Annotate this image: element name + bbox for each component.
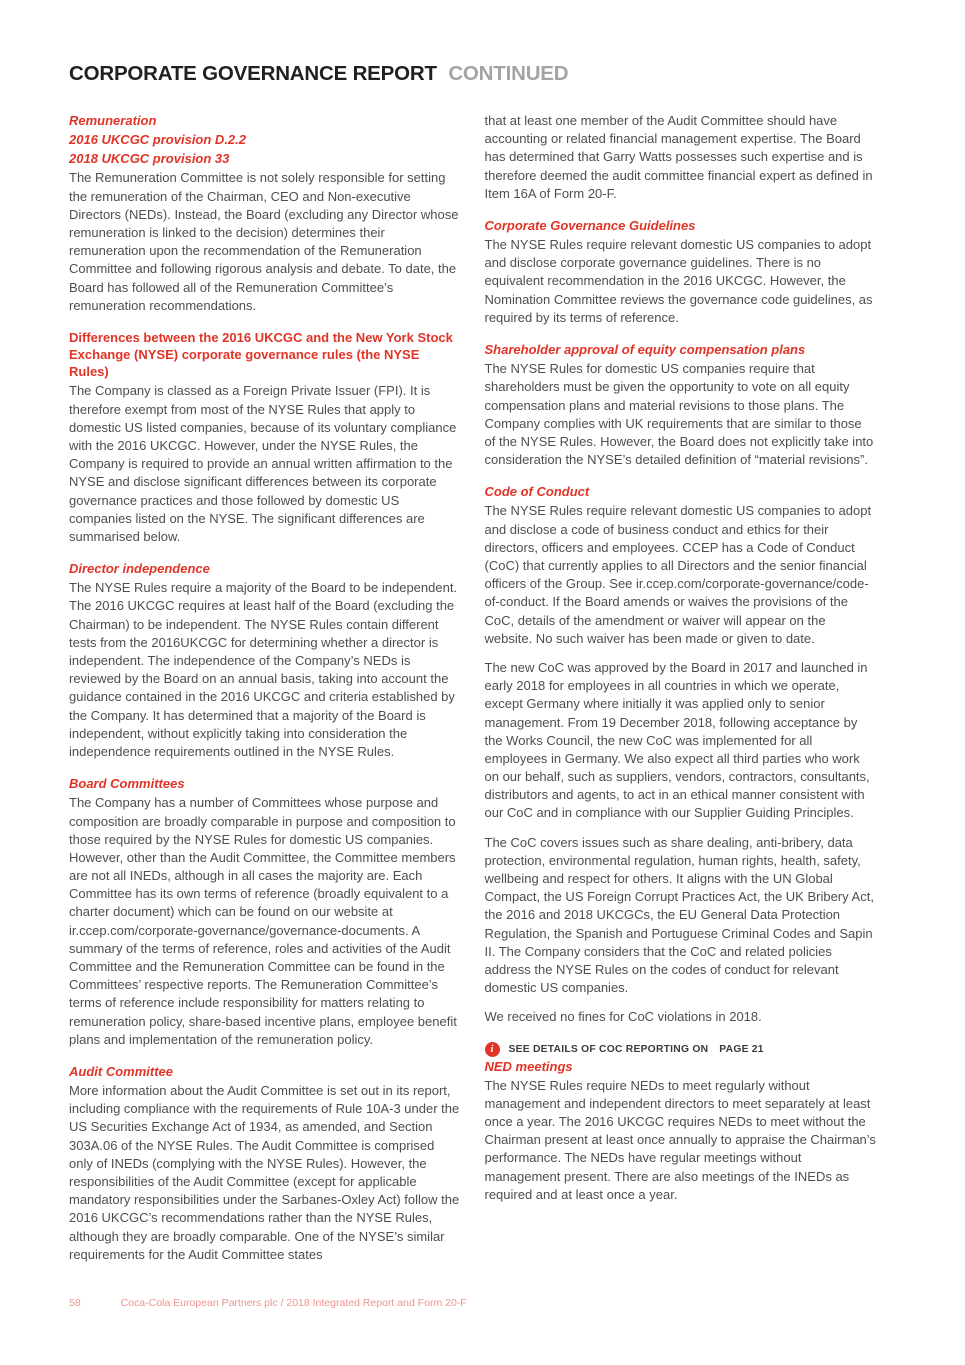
left-column <box>69 112 461 1264</box>
coc-report-callout[interactable] <box>485 1042 877 1057</box>
section-heading: Corporate Governance Guidelines <box>484 217 696 233</box>
paragraph: The NYSE Rules for domestic US companies require that shareholders must be given the opportunity to vote on all equity compensation plans and material revisions to those plans. The Company complies with UK requirements that are similar to those of the NYSE Rules. However, the Board does not explicitly take into consideration the NYSE’s detailed definition of “material revisions”. <box>484 361 874 468</box>
content-section <box>69 329 461 546</box>
content-section <box>485 217 877 327</box>
paragraph: The new CoC was approved by the Board in 2017 and launched in early 2018 for employees in all countries in which we operate, except Germany where initially it was applied only to senior management. From 19 December 2018, following acceptance by the Works Council, the new CoC was implemented for all employees in Germany. We also expect all third parties who work on our behalf, such as suppliers, vendors, contractors, consultants, distributors and agents, to act in an ethical manner consistent with our CoC and in compliance with our Supplier Guiding Principles. <box>484 659 870 821</box>
page-title-continued-label: CONTINUED <box>448 62 569 85</box>
section-heading: NED meetings <box>484 1058 573 1074</box>
section-heading: Code of Conduct <box>484 484 590 500</box>
paragraph: The CoC covers issues such as share dealing, anti-bribery, data protection, environmental regulation, human rights, health, safety, wellbeing and respect for others. It aligns with the UN Global Compact, the US Foreign Corrupt Practices Act, the UK Bribery Act, the 2016 and 2018 UKCGCs, the EU General Data Protection Regulation, the Spanish and Portuguese Criminal Codes and Sapin II. The Company considers that the CoC and related policies address the NYSE Rules on the codes of conduct for relevant domestic US companies. <box>484 834 874 996</box>
paragraph: The NYSE Rules require relevant domestic US companies to adopt and disclose a code of business conduct and ethics for their directors, officers and employees. CCEP has a Code of Conduct (CoC) that currently applies to all Directors and the senior financial officers of the Group. See ir.ccep.com/corporate-governance/code-of-conduct. If the Board amends or waives the provisions of the CoC, details of the amendment or waiver will appear on the website. No such waiver has been made or given to date. <box>484 503 872 646</box>
content-section <box>485 112 877 203</box>
section-heading: Remuneration <box>69 113 157 128</box>
page-title-main: CORPORATE GOVERNANCE REPORT <box>69 62 437 85</box>
section-heading: 2016 UKCGC provision D.2.2 <box>69 132 246 148</box>
section-heading: Director independence <box>69 561 210 577</box>
paragraph: More information about the Audit Committee is set out in its report, including compliance with the requirements of Rule 10A-3 under the US Securities Exchange Act of 1934, as amended, and Section 303A.06 of the NYSE Rules. The Audit Committee is comprised only of INEDs (complying with the NYSE Rules). However, the responsibilities of the Audit Committee (except for applicable mandatory responsibilities under the Sarbanes-Oxley Act) follow the 2016 UKCGC’s recommendations rather than the NYSE Rules, although they are broadly comparable. One of the NYSE’s similar requirements for the Audit Committee states <box>69 1083 460 1262</box>
section-heading: Audit Committee <box>69 1063 173 1079</box>
page-title <box>69 62 876 86</box>
content-section <box>69 775 461 1049</box>
right-column <box>485 112 877 1204</box>
callout-text: SEE DETAILS OF COC REPORTING ON <box>508 1043 709 1055</box>
two-column-layout <box>69 112 876 1264</box>
paragraph: The Company is classed as a Foreign Private Issuer (FPI). It is therefore exempt from most of the NYSE Rules that apply to domestic US listed companies, because of its voluntary compliance with the 2016 UKCGC. However, under the NYSE Rules, the Company is required to provide an annual written affirmation to the NYSE and disclose significant differences between its corporate governance practices and those followed by domestic US companies listed on the NYSE. The significant differences are summarised below. <box>69 383 457 544</box>
footer-text: Coca-Cola European Partners plc / 2018 Integrated Report and Form 20-F <box>120 1297 467 1309</box>
paragraph: The Remuneration Committee is not solely responsible for setting the remuneration of the Chairman, CEO and Non-executive Directors (NEDs). Instead, the Board (excluding any Director whose remuneration is linked to the decision) determines their remuneration upon the recommendation of the Remuneration Committee and following rigorous analysis and debate. To date, the Board has followed all of the Remuneration Committee’s remuneration recommendations. <box>69 170 459 313</box>
section-heading: 2018 UKCGC provision 33 <box>69 151 230 167</box>
content-section <box>485 1058 877 1204</box>
page-footer <box>69 1297 467 1309</box>
content-section <box>485 483 877 1026</box>
info-icon: i <box>485 1042 500 1057</box>
paragraph: The NYSE Rules require relevant domestic US companies to adopt and disclose corporate governance guidelines. There is no equivalent recommendation in the 2016 UKCGC. However, the Nomination Committee reviews the governance code guidelines, as required by its terms of reference. <box>484 237 873 325</box>
paragraph: that at least one member of the Audit Committee should have accounting or related financial management expertise. The Board has determined that Garry Watts possesses such expertise and is therefore deemed the audit committee financial expert as defined in Item 16A of Form 20-F. <box>484 113 873 201</box>
paragraph: The NYSE Rules require a majority of the Board to be independent. The 2016 UKCGC requires at least half of the Board (excluding the Chairman) to be independent. The NYSE Rules contain different tests from the 2016UKCGC for determining whether a director is independent. The independence of the Company’s NEDs is reviewed by the Board on an annual basis, taking into account the guidance contained in the 2016 UKCGC and criteria established by the Company. It has determined that a majority of the Board is independent, without explicitly taking into consideration the independence requirements outlined in the NYSE Rules. <box>69 580 458 759</box>
section-heading: Differences between the 2016 UKCGC and the New York Stock Exchange (NYSE) corporate governance rules (the NYSE Rules) <box>69 329 453 380</box>
section-heading: Board Committees <box>69 776 185 792</box>
paragraph: The NYSE Rules require NEDs to meet regularly without management and independent directors to meet separately at least once a year. The 2016 UKCGC requires NEDs to meet without the Chairman present at least once annually to appraise the Chairman’s performance. The NEDs have regular meetings without management present. There are also meetings of the INEDs as required and at least once a year. <box>484 1077 876 1202</box>
content-section <box>69 560 461 761</box>
content-section <box>69 112 461 315</box>
content-section <box>485 341 877 469</box>
section-heading: Shareholder approval of equity compensation plans <box>484 342 806 358</box>
paragraph: We received no fines for CoC violations in 2018. <box>484 1009 762 1025</box>
page-number: 58 <box>69 1297 81 1309</box>
paragraph: The Company has a number of Committees whose purpose and composition are broadly comparable in purpose and composition to those required by the NYSE Rules for domestic US companies. However, other than the Audit Committee, the Committee members are not all INEDs, although in all cases the majority are. Each Committee has its own terms of reference (broadly equivalent to a charter document) which can be found on our website at ir.ccep.com/corporate-governance/governance-documents. A summary of the terms of reference, roles and activities of the Audit Committee and the Remuneration Committee can be found in the Committees’ respective reports. The Remuneration Committee’s terms of reference include responsibility for matters relating to remuneration policy, share-based incentive plans, employee benefit plans and implementation of the remuneration policy. <box>69 795 457 1047</box>
callout-page-ref: PAGE 21 <box>719 1043 764 1055</box>
content-section <box>69 1063 461 1264</box>
